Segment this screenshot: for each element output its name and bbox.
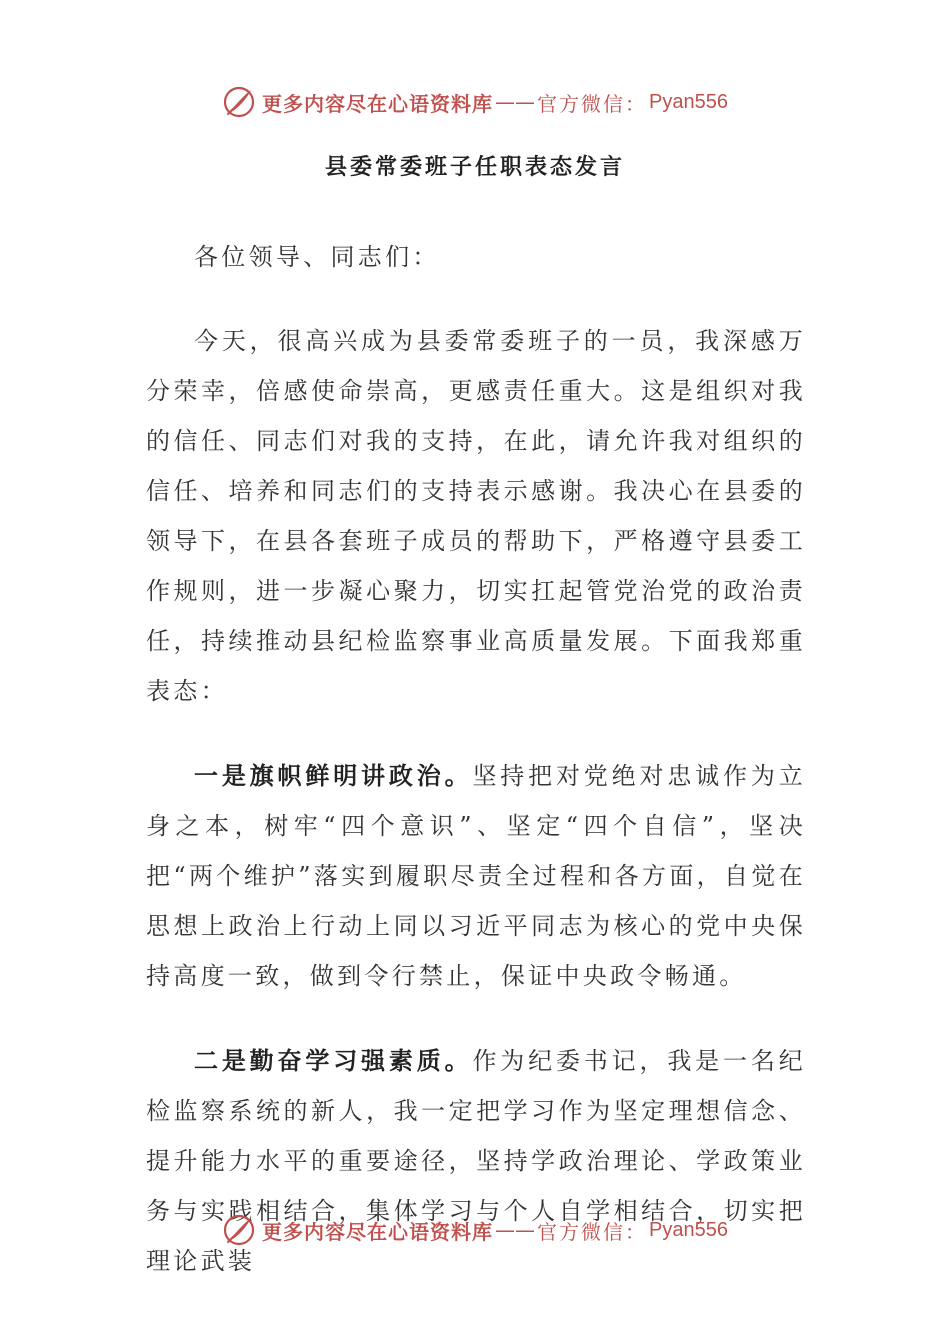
section-lead: 一是旗帜鲜明讲政治。 (194, 761, 473, 790)
watermark-wechat-label: 官方微信： (537, 91, 648, 116)
header-watermark (0, 82, 950, 122)
watermark-separator: —— (495, 1218, 536, 1242)
watermark-wechat-id: Pyan556 (649, 90, 728, 113)
watermark-wechat-label: 官方微信： (537, 1219, 648, 1244)
document-body (146, 232, 806, 1321)
section-paragraph (146, 751, 806, 1001)
watermark-text: 更多内容尽在心语资料库 (262, 91, 494, 116)
watermark-text: 更多内容尽在心语资料库 (262, 1219, 494, 1244)
section-body: 作为纪委书记，我是一名纪检监察系统的新人，我一定把学习作为坚定理想信念、提升能力水平的重要途径，坚持学政治理论、学政策业务与实践相结合，集体学习与个人自学相结合，切实把理论武装 (146, 1047, 807, 1275)
watermark-wechat-id: Pyan556 (649, 1218, 728, 1241)
quill-pen-logo-icon (222, 85, 256, 119)
quill-pen-logo-icon (222, 1213, 256, 1247)
section-body: 坚持把对党绝对忠诚作为立身之本，树牢“四个意识”、坚定“四个自信”，坚决把“两个维护”落实到履职尽责全过程和各方面，自觉在思想上政治上行动上同以习近平同志为核心的党中央保持高度一致，做到令行禁止，保证中央政令畅通。 (146, 762, 807, 990)
watermark-separator: —— (495, 90, 536, 114)
greeting: 各位领导、同志们： (194, 243, 440, 271)
document-title: 县委常委班子任职表态发言 (324, 154, 625, 180)
section-lead: 二是勤奋学习强素质。 (194, 1046, 473, 1075)
intro-paragraph: 今天，很高兴成为县委常委班子的一员，我深感万分荣幸，倍感使命崇高，更感责任重大。这是组织对我的信任、同志们对我的支持，在此，请允许我对组织的信任、培养和同志们的支持表示感谢。我决心在县委的领导下，在县各套班子成员的帮助下，严格遵守县委工作规则，进一步凝心聚力，切实扛起管党治党的政治责任，持续推动县纪检监察事业高质量发展。下面我郑重表态： (146, 327, 806, 705)
footer-watermark (0, 1210, 950, 1250)
